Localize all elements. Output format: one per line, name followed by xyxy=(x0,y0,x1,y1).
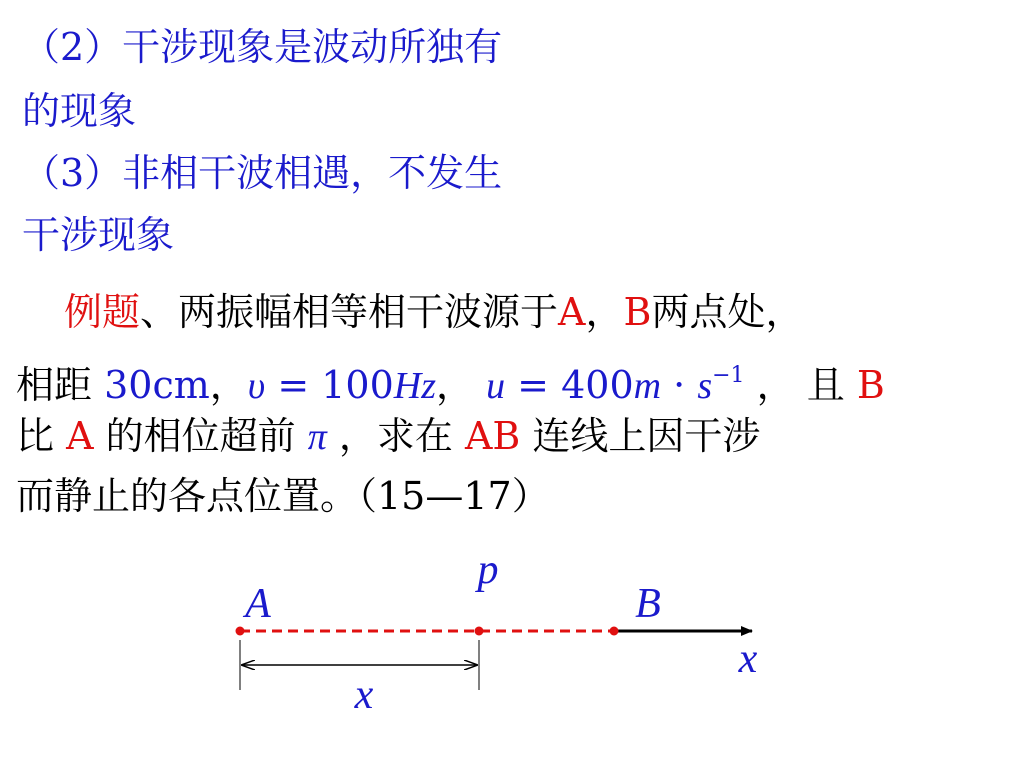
example-text: 、两振幅相等相干波源于 xyxy=(140,290,559,334)
separator: ， xyxy=(585,290,624,334)
example-text: 两点处， xyxy=(651,290,804,334)
frequency-unit: Hz xyxy=(393,365,436,407)
example-text: ， 且 xyxy=(744,363,857,407)
separator: ， xyxy=(209,363,248,407)
example-text: ，求在 xyxy=(326,414,465,458)
example-text: 相距 xyxy=(16,363,105,407)
separator: ， xyxy=(436,363,487,407)
speed-unit-m: m xyxy=(633,365,662,407)
label-x-axis: x xyxy=(738,636,758,682)
label-b: B xyxy=(635,581,661,627)
example-label: 例题 xyxy=(64,290,141,334)
example-text: 的相位超前 xyxy=(93,414,308,458)
speed-unit-exponent: −1 xyxy=(712,363,745,388)
point-a-dot xyxy=(236,627,245,636)
frequency-symbol: υ xyxy=(247,365,266,407)
example-line-4: 而静止的各点位置。（15—17） xyxy=(16,474,550,518)
point-3-line-1: （3）非相干波相遇，不发生 xyxy=(22,151,503,195)
speed-value: = 400 xyxy=(505,363,634,407)
speed-unit-dot: · xyxy=(661,363,698,407)
source-a-label: A xyxy=(558,290,586,334)
point-2-line-2: 的现象 xyxy=(22,89,137,133)
label-p: p xyxy=(477,547,499,593)
distance-value: 30cm xyxy=(104,363,210,407)
example-text: 连线上因干涉 xyxy=(520,414,761,458)
source-b-label: B xyxy=(623,290,652,334)
label-x-distance: x xyxy=(354,672,374,718)
point-3-line-2: 干涉现象 xyxy=(22,213,175,257)
source-b-label: B xyxy=(856,363,885,407)
frequency-value: = 100 xyxy=(265,363,394,407)
point-b-dot xyxy=(610,627,619,636)
source-a-label: A xyxy=(66,414,94,458)
example-text: 比 xyxy=(16,414,67,458)
point-2-line-1: （2）干涉现象是波动所独有 xyxy=(22,25,503,69)
speed-unit-s: s xyxy=(697,365,713,407)
pi-symbol: π xyxy=(307,416,327,458)
speed-symbol: u xyxy=(486,365,506,407)
label-a: A xyxy=(245,581,271,627)
point-p-dot xyxy=(475,627,484,636)
segment-ab-label: AB xyxy=(464,414,521,458)
